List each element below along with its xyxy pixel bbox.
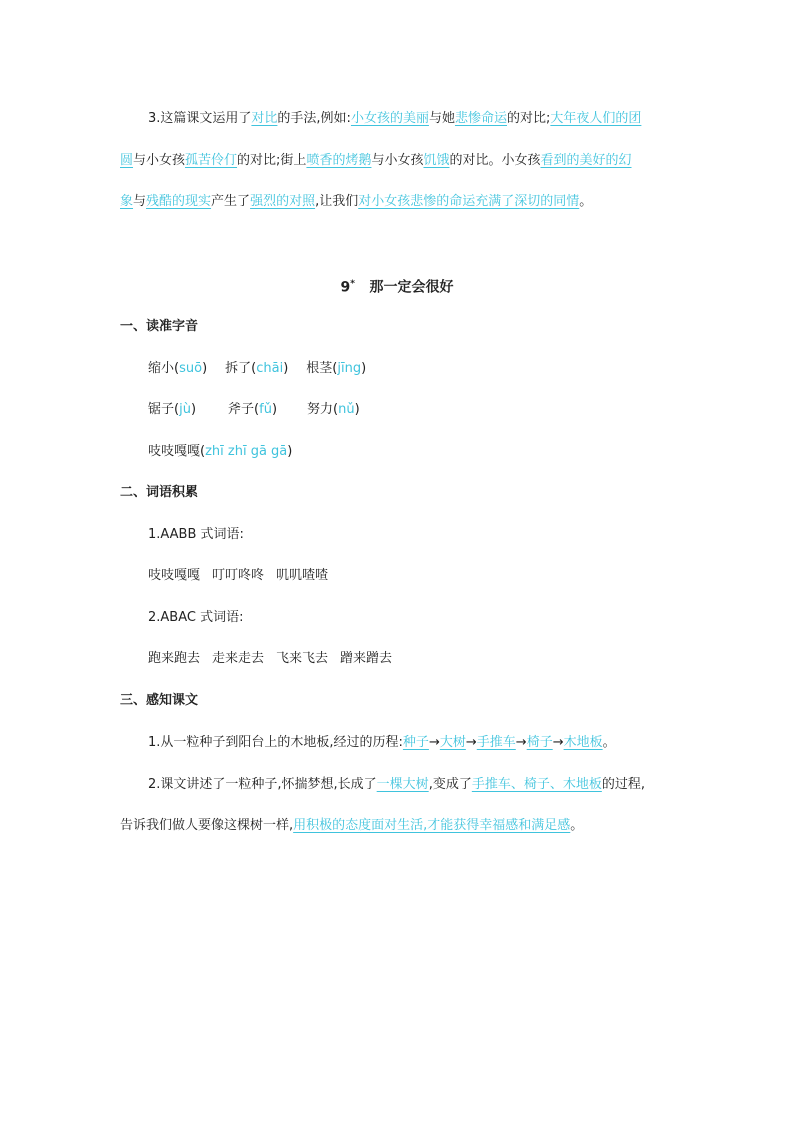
text: 。 [570,818,584,833]
answer: 看到的美好的幻 [540,153,632,168]
answer: 手推车、椅子、木地板 [471,777,602,792]
abac-label: 2.ABAC 式词语: [148,610,244,625]
word: 飞来飞去 [276,651,329,666]
text: 3.这篇课文运用了 [148,111,252,126]
answer: 种子 [402,735,429,750]
word: 根茎 [306,361,333,376]
answer: 木地板 [563,735,603,750]
arrow-icon: → [552,735,564,750]
text: 与小女孩 [133,153,186,168]
text: 告诉我们做人要像这棵树一样, [120,818,294,833]
aabb-words [148,567,328,585]
answer: 大树 [439,735,466,750]
lesson-star: * [350,279,355,289]
text: ,变成了 [428,777,472,792]
pinyin: nǔ [338,402,355,417]
pinyin: fǔ [259,402,272,417]
text: 产生了 [211,194,251,209]
section-heading-pronunciation: 一、读准字音 [120,319,199,334]
question-2-line2 [120,817,583,835]
abac-words [148,650,392,668]
pinyin: zhī zhī gā gā [205,444,288,459]
arrow-icon: → [465,735,477,750]
word: 缩小 [148,361,175,376]
text: 的对比。小女孩 [449,153,541,168]
text: 。 [579,194,593,209]
section-heading-vocabulary: 二、词语积累 [120,485,199,500]
word: 叽叽喳喳 [276,568,329,583]
pinyin: jīng [337,361,362,376]
text: 与小女孩 [371,153,424,168]
answer: 一棵大树 [376,777,429,792]
answer: 强烈的对照 [250,194,316,209]
pinyin: jù [179,402,191,417]
text: 的过程, [601,777,645,792]
arrow-icon: → [515,735,527,750]
pinyin: chāi [256,361,284,376]
lesson-title [0,274,794,298]
question-2-line1 [148,776,645,794]
word: 锯子 [148,402,175,417]
lesson-number: 9 [340,279,351,296]
word: 吱吱嘎嘎 [148,568,201,583]
answer: 象 [120,194,134,209]
word: 拆了 [225,361,252,376]
answer: 喷香的烤鹅 [306,153,372,168]
answer: 用积极的态度面对生活,才能获得幸福感和满足感 [293,818,571,833]
word: 跑来跑去 [148,651,201,666]
text: 的对比; [506,111,551,126]
text: 的对比;街上 [237,153,307,168]
pinyin-row-2: 锯子(jù) 斧子(fǔ) 努力(nǔ) [148,402,360,417]
answer: 椅子 [526,735,553,750]
word: 斧子 [228,402,255,417]
arrow-icon: → [428,735,440,750]
answer: 大年夜人们的团 [550,111,642,126]
answer: 残酷的现实 [146,194,212,209]
pinyin-row-1: 缩小(suō) 拆了(chāi) 根茎(jīng) [148,361,367,376]
text: ,让我们 [315,194,359,209]
answer: 对比 [251,111,278,126]
answer: 孤苦伶仃 [185,153,238,168]
text: 与 [133,194,147,209]
word: 叮叮咚咚 [212,568,265,583]
text: 1.从一粒种子到阳台上的木地板,经过的历程: [148,735,403,750]
answer: 饥饿 [423,153,450,168]
aabb-label: 1.AABB 式词语: [148,527,244,542]
word: 吱吱嘎嘎 [148,444,201,459]
word: 走来走去 [212,651,265,666]
text: 2.课文讲述了一粒种子,怀揣梦想,长成了 [148,777,377,792]
para3-line3 [120,193,592,211]
para3-line2 [120,152,632,170]
answer: 小女孩的美丽 [350,111,429,126]
text: 与她 [428,111,455,126]
answer: 手推车 [476,735,516,750]
lesson-title-text: 那一定会很好 [369,279,454,296]
text: 。 [602,735,616,750]
text: 的手法,例如: [277,111,351,126]
pinyin: suō [179,361,203,376]
answer: 对小女孩悲惨的命运充满了深切的同情 [358,194,580,209]
answer: 悲惨命运 [454,111,507,126]
word: 蹭来蹭去 [340,651,393,666]
answer: 圆 [120,153,134,168]
word: 努力 [307,402,334,417]
para3-line1 [148,110,641,128]
pinyin-row-3: 吱吱嘎嘎(zhī zhī gā gā) [148,444,293,459]
question-1 [148,734,616,752]
section-heading-comprehension: 三、感知课文 [120,693,199,708]
